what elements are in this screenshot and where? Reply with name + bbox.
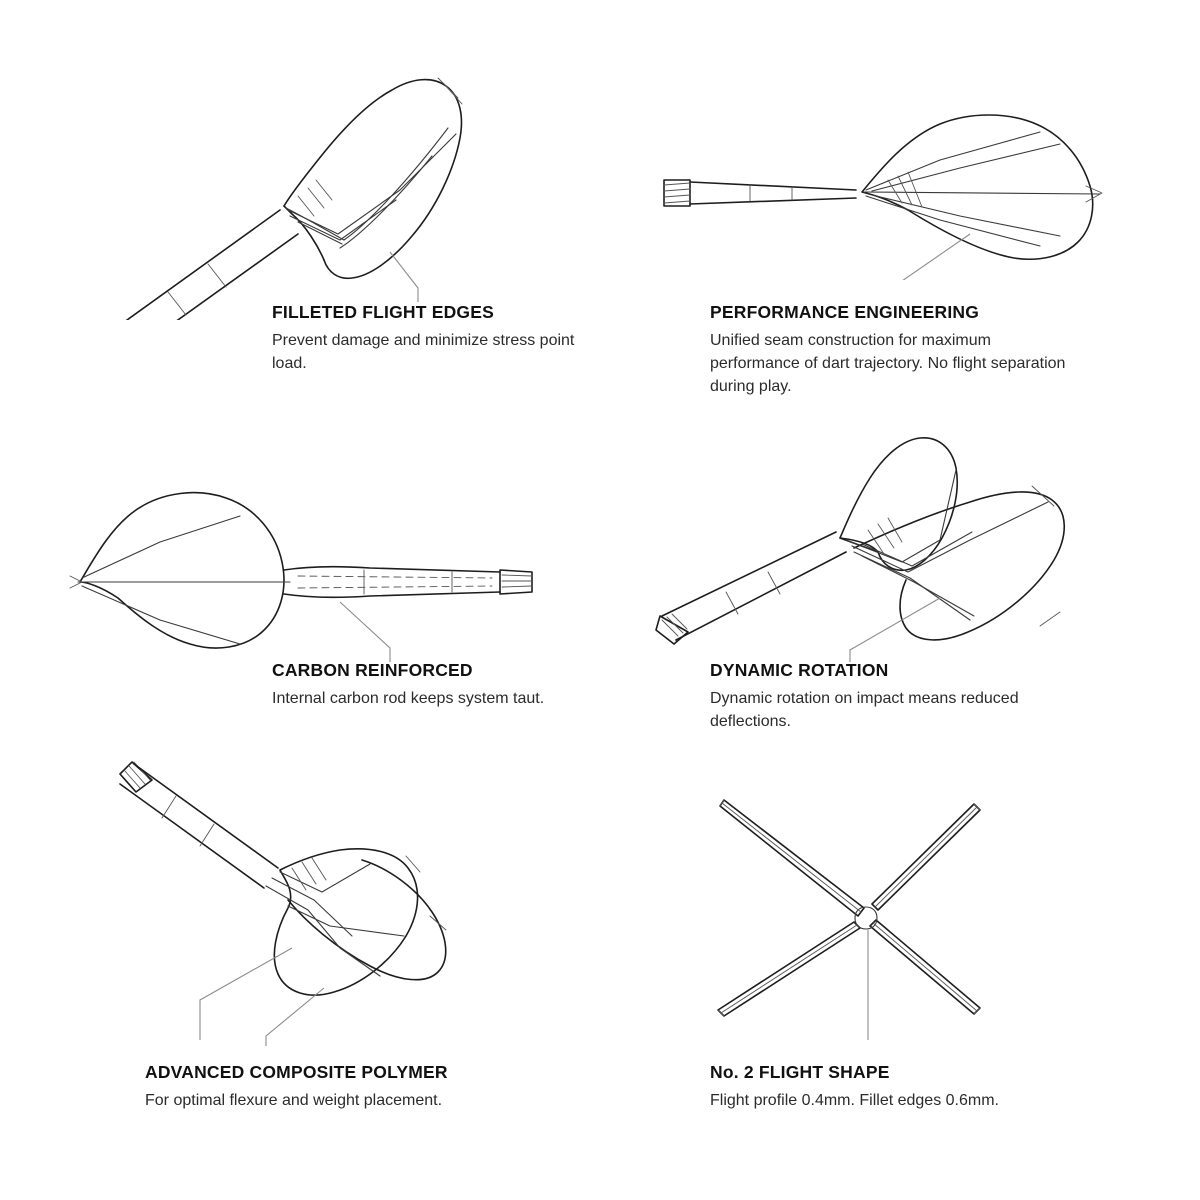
leader-line bbox=[340, 602, 390, 662]
feature-title: DYNAMIC ROTATION bbox=[710, 660, 889, 680]
feature-performance-engineering bbox=[640, 20, 1200, 400]
caption-filleted-flight-edges bbox=[272, 302, 582, 375]
feature-title: No. 2 FLIGHT SHAPE bbox=[710, 1062, 890, 1082]
feature-title: PERFORMANCE ENGINEERING bbox=[710, 302, 980, 322]
flight-cross-section-x-illustration bbox=[640, 740, 1180, 1060]
leader-line-secondary bbox=[266, 988, 324, 1046]
dart-flight-angled-upper-left-illustration bbox=[40, 20, 600, 320]
feature-body: Internal carbon rod keeps system taut. bbox=[272, 690, 545, 707]
feature-body: Flight profile 0.4mm. Fillet edges 0.6mm. bbox=[710, 1092, 999, 1109]
feature-body: Prevent damage and minimize stress point load. bbox=[272, 332, 575, 373]
dart-flight-profile-with-internal-rod-illustration bbox=[40, 420, 580, 670]
feature-body: Dynamic rotation on impact means reduced deflections. bbox=[710, 690, 1019, 731]
feature-body: Unified seam construction for maximum performance of dart trajectory. No flight separation during play. bbox=[710, 332, 1066, 396]
feature-title: CARBON REINFORCED bbox=[272, 660, 473, 680]
dart-flight-angled-lower-left-illustration bbox=[40, 740, 600, 1070]
leader-line bbox=[886, 234, 970, 280]
dart-flight-horizontal-side-view-illustration bbox=[640, 20, 1180, 280]
feature-title: ADVANCED COMPOSITE POLYMER bbox=[145, 1062, 448, 1082]
caption-dynamic-rotation bbox=[710, 660, 1070, 733]
feature-advanced-composite-polymer bbox=[40, 740, 640, 1140]
leader-line bbox=[850, 598, 940, 662]
feature-title: FILLETED FLIGHT EDGES bbox=[272, 302, 494, 322]
caption-no-2-flight-shape bbox=[710, 1062, 1110, 1112]
leader-line bbox=[390, 252, 418, 302]
dart-flight-angled-rotating-illustration bbox=[640, 420, 1180, 670]
feature-filleted-flight-edges bbox=[40, 20, 600, 400]
feature-no-2-flight-shape bbox=[640, 740, 1200, 1140]
caption-carbon-reinforced bbox=[272, 660, 572, 710]
feature-body: For optimal flexure and weight placement. bbox=[145, 1092, 443, 1109]
caption-performance-engineering bbox=[710, 302, 1080, 399]
caption-advanced-composite-polymer bbox=[145, 1062, 565, 1112]
